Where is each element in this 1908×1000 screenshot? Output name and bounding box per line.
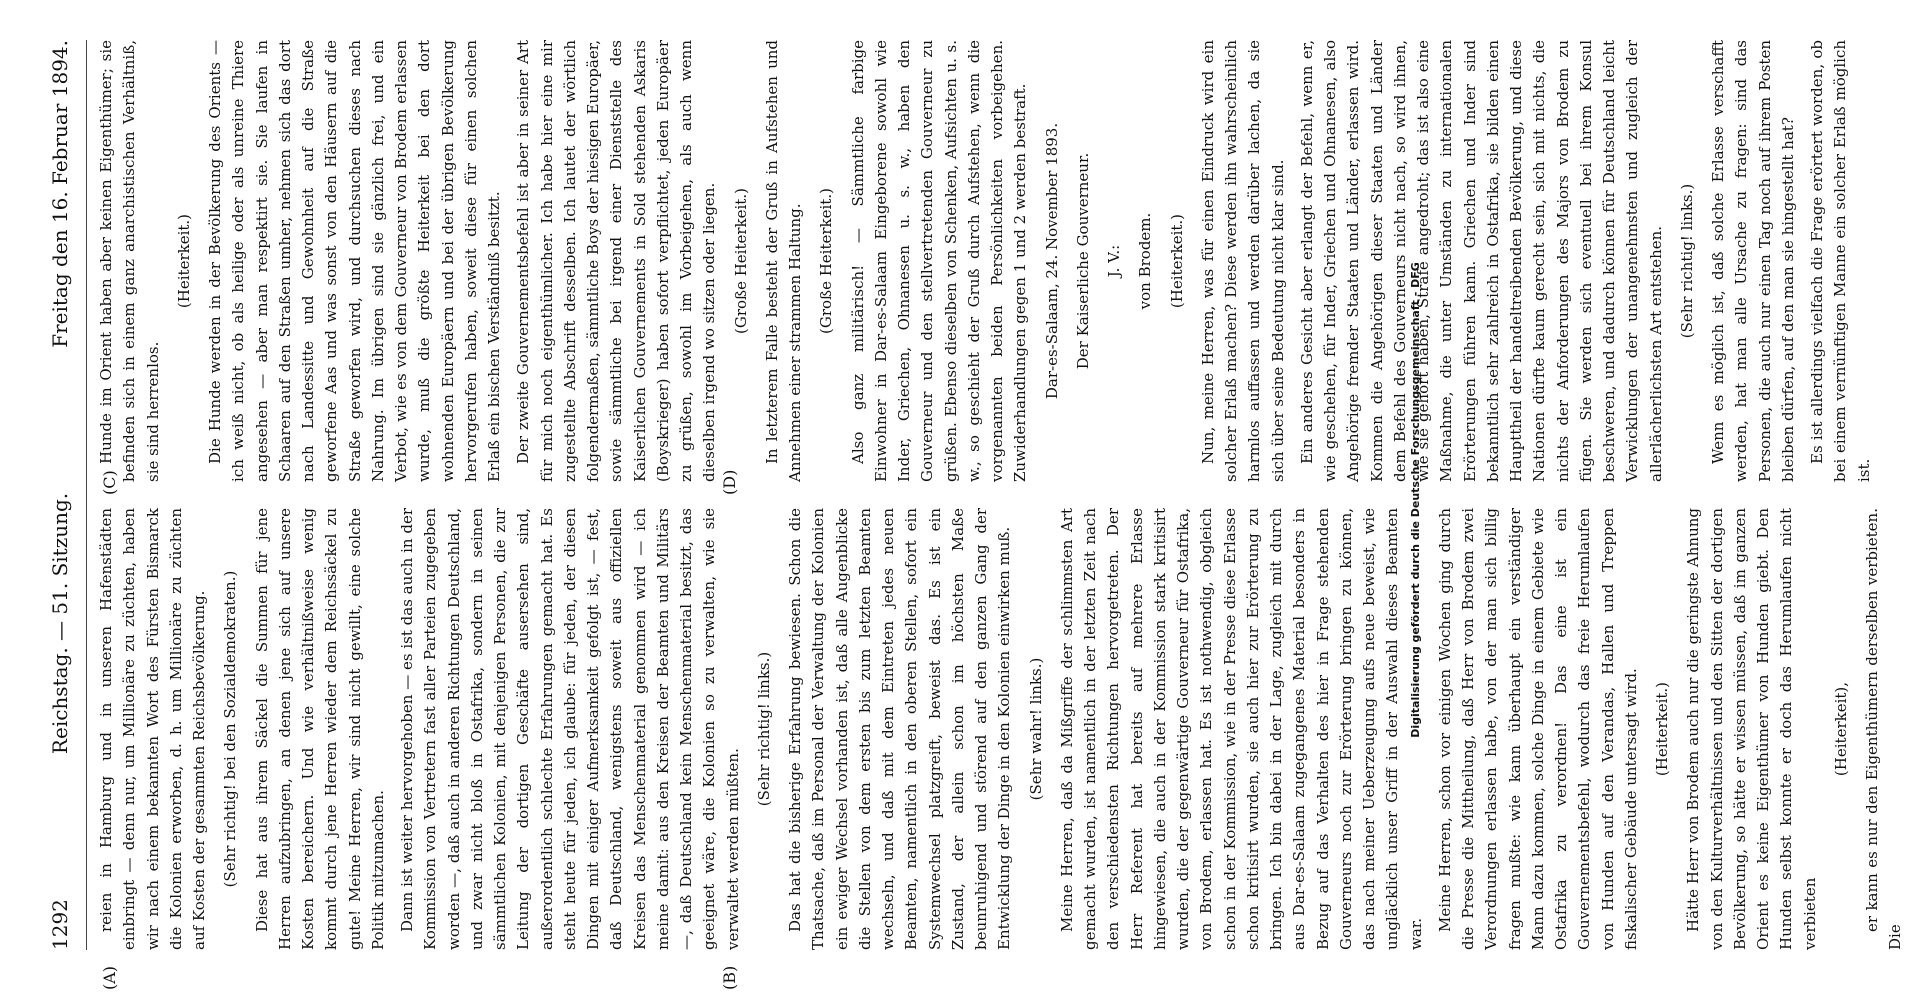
paragraph: Dann ist weiter hervorgehoben — es ist das auch in der Kommission von Vertretern fast aller Parteien zugegeben worden —, daß auch in anderen Richtungen Deutschland, und zwar nicht bloß in Ostafrika, sondern in seinen sämmtlichen Kolonien, mit denjenigen Personen, die zur Leitung der dortigen Geschäfte ausersehen sind, außerordentlich schlechte Erfahrungen gemacht hat. Es steht heute für jeden, ich glaube: für jeden, der diesen Dingen mit einiger Aufmerksamkeit gefolgt ist, — fest, daß Deutschland, wenigstens soweit aus offiziellen Kreisen das Menschenmaterial genommen wird — ich meine damit: aus den Kreisen der Beamten und Militärs —, daß Deutschland kein Menschenmaterial besitzt, das geeignet wäre, die Kolonien so zu verwalten, wie sie verwaltet werden müßten.: [398, 508, 742, 950]
paragraph: Die Hunde werden in der Bevölkerung des Orients — ich weiß nicht, ob als heilige oder als unreine Thiere angesehen — aber man respektirt sie. Sie laufen in Schaaren auf den Straßen umher, nehmen sich das dort nach Landessitte und Gewohnheit auf die Straße geworfene Aas und was sonst von den Häusern auf die Straße geworfen wird, und durchsuchen dieses nach Nahrung. Im übrigen sind sie gänzlich frei, und ein Verbot, wie es von dem Gouverneur von Brodem erlassen wurde, muß die größte Heiterkeit bei den dort wohnenden Europäern und bei der übrigen Bevölkerung hervorgerufen haben, soweit diese für einen solchen Erlaß ein bischen Verständniß besitzt.: [206, 40, 503, 482]
paragraph: Hätte Herr von Brodem auch nur die geringste Ahnung von den Kulturverhältnissen und den Sitten der dortigen Bevölkerung, so hätte er wissen müssen, daß im ganzen Orient es keine Eigenthümer von Hunden giebt. Den Hunden selbst konnte er doch das Herumlaufen nicht verbieten: [1684, 508, 1819, 950]
footer-credit: Digitalisierung gefördert durch die Deutsche Forschungsgemeinschaft - DFG: [1409, 262, 1422, 738]
paragraph: (Heiterkeit),: [1831, 681, 1850, 777]
paragraph: Meine Herren, schon vor einigen Wochen ging durch die Presse die Mittheilung, daß Herr von Brodem zwei Verordnungen erlassen habe, von der man sich billig fragen mußte: wie kann überhaupt ein verständiger Mann dazu kommen, solche Dinge in einem Gebiete wie Ostafrika zu verordnen! Das eine ist ein Gouvernementsbefehl, wodurch das freie Herumlaufen von Hunden auf den Verandas, Hallen und Treppen fiskalischer Gebäude untersagt wird.: [1435, 508, 1640, 950]
margin-mark-c: (C): [100, 470, 119, 495]
paragraph: Also ganz militärisch! — Sämmtliche farbige Einwohner in Dar-es-Salaam Eingeborene sowohl wie Inder, Griechen, Ohnanesen u. s. w., haben den Gouverneur und den stellvertretenden Gouverneur zu grüßen. Ebenso dieselben von Schenken, Aufsichten u. s. w., so geschieht der Gruß durch Aufstehen, wenn die vorgenannten beiden Persönlichkeiten vorbeigehen. Zuwiderhandlungen gegen 1 und 2 werden bestraft.: [848, 40, 1030, 482]
paragraph: Nun, meine Herren, was für einen Eindruck wird ein solcher Erlaß machen? Diese werden ihn wahrscheinlich harmlos auffassen und werden darüber lachen, da sie sich über seine Bedeutung nicht klar sind.: [1198, 40, 1287, 482]
paragraph: von Brodem.: [1136, 212, 1155, 310]
paragraph: Hunde im Orient haben aber keinen Eigenthümer; sie befinden sich in einem ganz anarchistischen Verhältniß, sie sind herrenlos.: [97, 40, 162, 482]
paragraph: er kann es nur den Eigenthümern derselben verbieten. Die: [1863, 508, 1905, 950]
paragraph: (Große Heiterkeit.): [731, 188, 750, 334]
margin-mark-b: (B): [720, 965, 739, 990]
chamber-title: Reichstag. — 51. Sitzung.: [48, 492, 72, 755]
paragraph: reien in Hamburg und in unseren Hafenstädten einbringt — denn nur, um Millionäre zu züchten, haben wir nach einem bekannten Wort des Fürsten Bismarck die Kolonien erworben, d. h. um Millionäre zu züchten auf Kosten der gesammten Reichsbevölkerung.: [97, 508, 208, 950]
right-column: [95, 40, 1873, 482]
margin-mark-d: (D): [720, 469, 739, 495]
paragraph: In letzterem Falle besteht der Gruß in Aufstehen und Annehmen einer strammen Haltung.: [762, 40, 804, 482]
paragraph: (Sehr richtig! links.): [754, 651, 773, 807]
paragraph: Der zweite Gouvernementsbefehl ist aber in seiner Art für mich noch eigenthümlicher. Ich habe hier eine mir zugestellte Abschrift desselben. Ich lautet der wörtlich folgendermaßen, sämmtliche Boys der hiesigen Europäer, sowie sämmtliche bei irgend einer Dienststelle des Kaiserlichen Gouvernements in Sold stehenden Askaris (Boyskrieger) haben sofort verpflichtet, jeden Europäer zu grüßen, sowohl im Vorbeigehen, als auch wenn dieselben irgend wo sitzen oder liegen.: [514, 40, 719, 482]
header-rule: [86, 40, 87, 950]
paragraph: Wenn es möglich ist, daß solche Erlasse verschafft werden, hat man alle Ursache zu fragen: sind das Personen, die auch nur einen Tag noch auf ihrem Posten bleiben dürfen, auf den man sie hingestellt hat?: [1709, 40, 1797, 482]
paragraph: (Heiterkeit.): [1167, 213, 1186, 309]
page-header: [40, 40, 80, 950]
paragraph: (Heiterkeit.): [174, 213, 193, 309]
paragraph: Meine Herren, daß da Mißgriffe der schlimmsten Art gemacht wurden, ist namentlich in der letzten Zeit nach den verschiedensten Richtungen hervorgetreten. Der Herr Referent hat bereits auf mehrere Erlasse hingewiesen, die auch in der Kommission stark kritisirt wurden, die der gegenwärtige Gouverneur für Ostafrika, von Brodem, erlassen hat. Es ist nothwendig, obgleich schon in der Kommission, wie in der Presse diese Erlasse schon kritisirt wurden, sie auch hier zur Erörterung zu bringen. Ich bin dabei in der Lage, zugleich mit durch aus Dar-es-Salaam zugegangenes Material besonders in Bezug auf das Verhalten des hier in Frage stehenden Gouverneurs noch zur Erörterung bringen zu können, das nach meiner Ueberzeugung aufs neue beweist, wie ungläcklich unser Griff in der Auswahl dieses Beamten war.: [1057, 508, 1425, 950]
paragraph: Ein anderes Gesicht aber erlangt der Befehl, wenn er, wie geschehen, für Inder, Griechen und Ohnanesen, also Angehörige fremder Staaten und Länder, erlassen wird. Kommen die Angehörigen dieser Staaten und Länder dem Befehl des Gouverneurs nicht nach, so wird ihnen, wie sie gehört haben, Strafe angedroht; das ist also eine Maßnahme, die unter Umständen zu internationalen Erörterungen führen kann. Griechen und Inder sind bekanntlich sehr zahlreich in Ostafrika, sie bilden einen Haupttheil der handeltreibenden Bevölkerung, und diese Nationen dürfte kaum gerecht sein, sich mit nichts, die nichts der Anforderungen des Majors von Brodem zu fügen. Sie werden sich eventuell bei ihrem Konsul beschweren, und dadurch können für Deutschland leicht Verwicklungen der unangenehmsten und zugleich der allerlächerlichsten Art entstehen.: [1297, 40, 1665, 482]
margin-mark-a: (A): [100, 965, 119, 990]
paragraph: Das hat die bisherige Erfahrung bewiesen. Schon die Thatsache, daß im Personal der Verwaltung der Kolonien ein ewiger Wechsel vorhanden ist, daß alle Augenblicke die Stellen von dem ersten bis zum letzten Beamten wechseln, und daß mit dem Eintreten jedes neuen Beamten, namentlich in den oberen Stellen, sofort ein Systemwechsel platzgreift, beweist das. Es ist ein Zustand, der allein schon im höchsten Maße beunruhigend und störend auf den ganzen Gang der Entwicklung der Dinge in den Kolonien einwirken muß.: [786, 508, 1014, 950]
paragraph: Dar-es-Salaam, 24. November 1893.: [1042, 122, 1061, 400]
paragraph: (Sehr richtig! links.): [1677, 183, 1696, 339]
paragraph: (Sehr wahr! links.): [1026, 657, 1045, 801]
paragraph: (Sehr richtig! bei den Sozialdemokraten.): [221, 570, 240, 888]
paragraph: J. V.:: [1105, 244, 1123, 278]
paragraph: Der Kaiserliche Gouverneur.: [1073, 152, 1092, 370]
session-date: Freitag den 16. Februar 1894.: [48, 40, 72, 348]
paragraph: (Große Heiterkeit.): [817, 188, 836, 334]
paragraph: Es ist allerdings vielfach die Frage erörtert worden, ob bei einem vernünftigen Manne ein solcher Erlaß möglich ist.: [1808, 40, 1873, 482]
page-number: 1292: [48, 899, 72, 950]
paragraph: Diese hat aus ihrem Säckel die Summen für jene Herren aufzubringen, an denen jene sich auf unsere Kosten bereichern. Und wie verhältnißweise wenig kommt durch jene Herren wieder dem Reichssäckel zu gute! Meine Herren, wir sind nicht gewillt, eine solche Politik mitzumachen.: [252, 508, 387, 950]
paragraph: (Heiterkeit.): [1653, 681, 1671, 777]
left-column: [95, 508, 1905, 950]
